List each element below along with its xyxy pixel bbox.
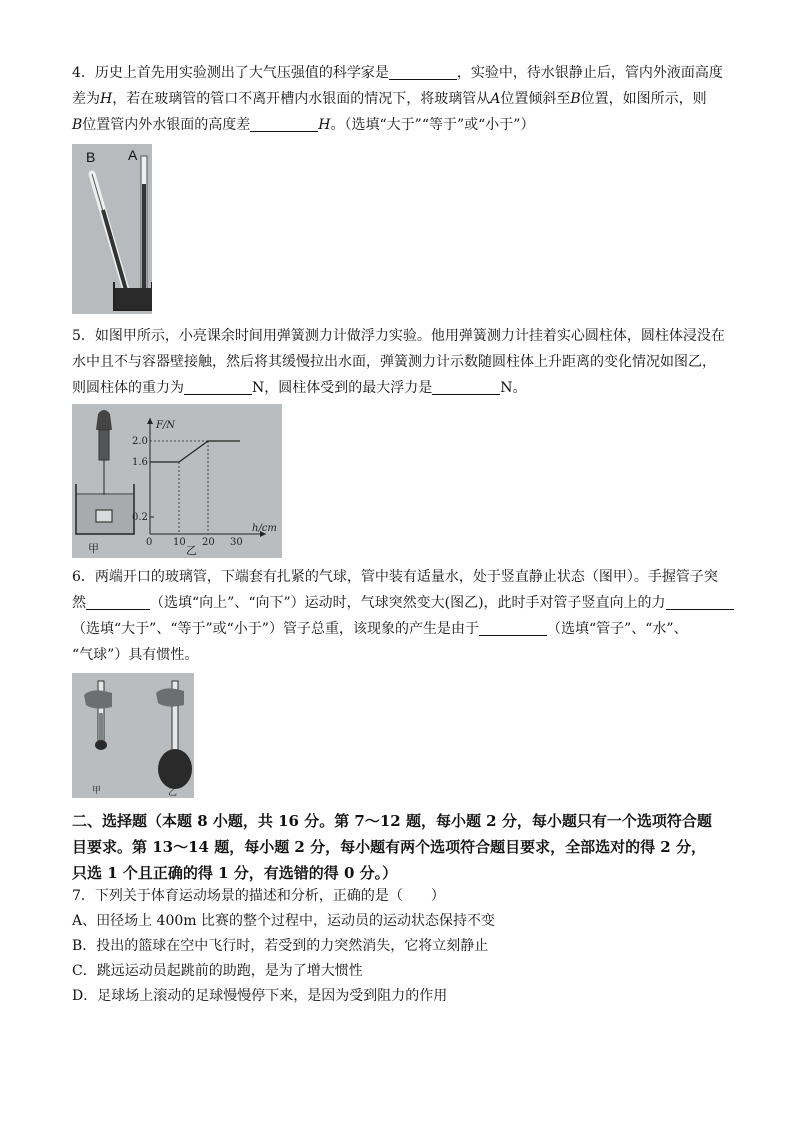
fig-label-jia: 甲	[88, 542, 99, 555]
q5-figure	[72, 404, 282, 558]
q5-text: N。	[500, 380, 527, 396]
q7-stem: 7．下列关于体育运动场景的描述和分析，正确的是（ ）	[72, 888, 445, 904]
q4-blank-scientist[interactable]	[389, 63, 457, 80]
q6-line-1: 6．两端开口的玻璃管，下端套有扎紧的气球，管中装有适量水，处于竖直静止状态（图甲）。手握管子突	[72, 569, 718, 585]
question-4	[72, 60, 732, 138]
q6-blank-direction[interactable]	[86, 593, 150, 610]
question-7	[72, 884, 732, 1009]
q6-blank-inertia-object[interactable]	[479, 619, 547, 636]
q4-var-h: H	[318, 117, 331, 133]
q4-text: ，若在玻璃管的管口不离开槽内水银面的情况下，将玻璃管从	[112, 91, 491, 107]
y-axis-label: F/N	[156, 420, 176, 431]
y-tick: 1.6	[132, 457, 148, 468]
q4-line-1	[72, 60, 732, 86]
y-tick: 0.2	[132, 512, 148, 523]
section-2-line-3: 只选 1 个且正确的得 1 分，有选错的得 0 分。）	[72, 864, 398, 882]
x-tick: 20	[202, 537, 215, 548]
q6-text: （选填“向上”、“向下”）运动时，气球突然变大(图乙)，此时手对管子竖直向上的力	[150, 595, 666, 611]
q6-line-2	[72, 590, 732, 616]
q6-line-3	[72, 616, 732, 642]
q7-option-b[interactable]: B．投出的篮球在空中飞行时，若受到的力突然消失，它将立刻静止	[72, 938, 489, 954]
x-tick: 0	[146, 537, 153, 548]
q6-text: （选填“大于”、“等于”或“小于”）管子总重，该现象的产生是由于	[72, 621, 479, 637]
fig-label-yi: 乙	[186, 544, 197, 557]
q4-var-h: H	[100, 91, 113, 107]
q6-text: （选填“管子”、“水”、	[546, 621, 688, 637]
fig-label-b: B	[86, 149, 96, 165]
q4-text: 。（选填“大于”“等于”或“小于”）	[330, 117, 535, 133]
fig-label-a: A	[128, 147, 138, 163]
q5-text: N，圆柱体受到的最大浮力是	[252, 380, 433, 396]
section-2-line-1: 二、选择题（本题 8 小题，共 16 分。第 7～12 题，每小题 2 分，每小题只有一个选项符合题	[72, 812, 712, 830]
q4-text: 位置，如图所示，则	[580, 91, 707, 107]
q6-blank-force-compare[interactable]	[666, 593, 734, 610]
q5-line-1: 5．如图甲所示，小亮课余时间用弹簧测力计做浮力实验。他用弹簧测力计挂着实心圆柱体，圆柱体浸没在	[72, 328, 725, 344]
q7-option-a[interactable]: A、田径场上 400m 比赛的整个过程中，运动员的运动状态保持不变	[72, 913, 496, 929]
q4-text: 位置倾斜至	[500, 91, 571, 107]
q4-text: 位置管内外水银面的高度差	[82, 117, 251, 133]
q5-figure-svg	[72, 404, 282, 558]
q6-figure-balloon	[72, 673, 194, 798]
question-5	[72, 323, 732, 401]
q6-text: 然	[72, 595, 86, 611]
q5-line-3	[72, 375, 732, 401]
q5-text: 则圆柱体的重力为	[72, 380, 184, 396]
section-2-line-2: 目要求。第 13～14 题，每小题 2 分，每小题有两个选项符合题目要求，全部选对的得 2 分，	[72, 838, 706, 856]
balloon-tube-image	[72, 673, 194, 798]
q4-var-b: B	[570, 91, 581, 107]
q4-var-b: B	[72, 117, 83, 133]
q6-line-4: “气球”）具有惯性。	[72, 647, 199, 663]
x-axis-label: h/cm	[252, 523, 277, 534]
q4-figure-torricelli	[72, 144, 152, 314]
q4-line-2	[72, 86, 732, 112]
q4-text: 4．历史上首先用实验测出了大气压强值的科学家是	[72, 65, 389, 81]
q4-var-a: A	[490, 91, 501, 107]
y-tick: 2.0	[132, 436, 148, 447]
torricelli-apparatus-image	[72, 144, 152, 314]
fig-label-jia: 甲	[92, 786, 102, 796]
q4-line-3	[72, 112, 732, 138]
q5-blank-gravity[interactable]	[184, 378, 252, 395]
fig-label-yi: 乙	[168, 788, 178, 798]
q4-blank-height-compare[interactable]	[250, 115, 318, 132]
question-6	[72, 564, 732, 668]
q7-option-d[interactable]: D．足球场上滚动的足球慢慢停下来，是因为受到阻力的作用	[72, 988, 448, 1004]
q4-text: ，实验中，待水银静止后，管内外液面高度	[456, 65, 723, 81]
q7-option-c[interactable]: C．跳远运动员起跳前的助跑，是为了增大惯性	[72, 963, 363, 979]
q5-line-2: 水中且不与容器壁接触，然后将其缓慢拉出水面，弹簧测力计示数随圆柱体上升距离的变化情况如图乙，	[72, 354, 716, 370]
q4-text: 差为	[72, 91, 100, 107]
x-tick: 30	[230, 537, 243, 548]
x-tick: 10	[173, 537, 186, 548]
q5-blank-buoyancy[interactable]	[432, 378, 500, 395]
section-2-heading	[72, 808, 732, 886]
